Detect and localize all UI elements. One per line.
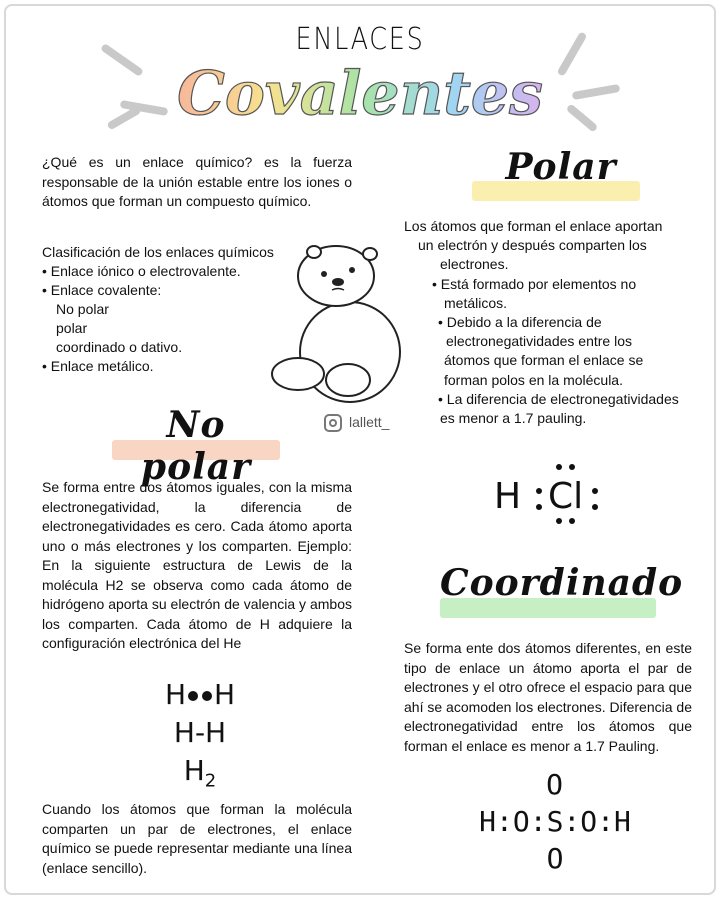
classification-title: Clasificación de los enlaces químicos (42, 244, 274, 260)
hcl-cl: Cl (548, 476, 584, 517)
formula-h-dash-h: H-H (173, 716, 227, 749)
page-border (4, 4, 716, 895)
polar-line: electronegatividades entre los (446, 333, 633, 349)
h2so4-lewis (470, 768, 640, 883)
intro-question: ¿Qué es un enlace químico? es la fuerza responsable de la unión estable entre los iones o átomos que forman un compuesto químico. (42, 154, 352, 209)
list-item: No polar (56, 301, 109, 317)
list-item: polar (56, 320, 88, 336)
polar-line: forman polos en la molécula. (444, 372, 623, 388)
credit-handle: lallett_ (349, 414, 390, 430)
nopolar-text: Se forma entre dos átomos iguales, con la misma electronegatividad, la diferencia de electronegatividades es cero. Cada átomo aporta uno o más electrones y los comparten. Ejemplo: En la siguiente estructura de Lewis de la molécula H2 se observa como cada átomo de hidrógeno aporta su electrón de valencia y ambos los comparten. Cada átomo de H adquiere la configuración electrónica del He (42, 479, 352, 651)
polar-line: • Debido a la diferencia de (438, 314, 602, 330)
hcl-h: H (494, 476, 522, 517)
h-atom: H (214, 678, 236, 711)
electron-pair (592, 486, 598, 516)
polar-line: átomos que forman el enlace se (444, 352, 644, 368)
subscript: 2 (204, 770, 217, 792)
polar-line: un electrón y después comparten los (418, 237, 647, 253)
electron-dot (188, 691, 198, 701)
list-item: • Enlace covalente: (42, 282, 162, 298)
title-main: Covalentes (177, 59, 543, 129)
nopolar-heading: No polar (140, 404, 252, 488)
coordinado-heading: Coordinado (440, 562, 684, 604)
formula-h2 (160, 754, 240, 792)
instagram-icon (324, 414, 342, 432)
electron-pair (556, 518, 576, 524)
polar-line: electrones. (440, 256, 509, 272)
polar-line: metálicos. (444, 295, 508, 311)
h-atom: H (183, 754, 205, 787)
polar-line: Los átomos que forman el enlace aportan (404, 218, 663, 234)
lewis-top: O (546, 768, 564, 801)
formula-h-dots-h (160, 678, 240, 712)
list-item: coordinado o dativo. (56, 339, 183, 355)
polar-line: • La diferencia de electronegatividades (438, 391, 679, 407)
bear-illustration (268, 240, 408, 408)
electron-pair (556, 464, 576, 470)
title-subtitle: ENLACES (295, 22, 425, 57)
list-item: • Enlace metálico. (42, 358, 154, 374)
polar-line: es menor a 1.7 pauling. (440, 410, 587, 426)
electron-pair (536, 486, 542, 516)
title-rainbow (175, 58, 545, 130)
list-item: • Enlace iónico o electrovalente. (42, 263, 241, 279)
nopolar-closing: Cuando los átomos que forman la molécula comparten un par de electrones, el enlace químico se puede representar mediante una línea (enlace sencillo). (42, 801, 352, 876)
lewis-middle: H:O:S:O:H (479, 805, 631, 838)
electron-dot (202, 691, 212, 701)
lewis-bottom: O (546, 842, 564, 875)
coordinado-text: Se forma ente dos átomos diferentes, en este tipo de enlace un átomo aporta el par de electrones y el otro ofrece el espacio para que ahí se acomoden los electrones. Diferencia de electronegatividad entre los átomos que forman el enlace es menor a 1.7 Pauling. (404, 640, 692, 754)
polar-line: • Está formado por elementos no (432, 276, 637, 292)
polar-heading: Polar (505, 146, 617, 188)
h-atom: H (164, 678, 186, 711)
